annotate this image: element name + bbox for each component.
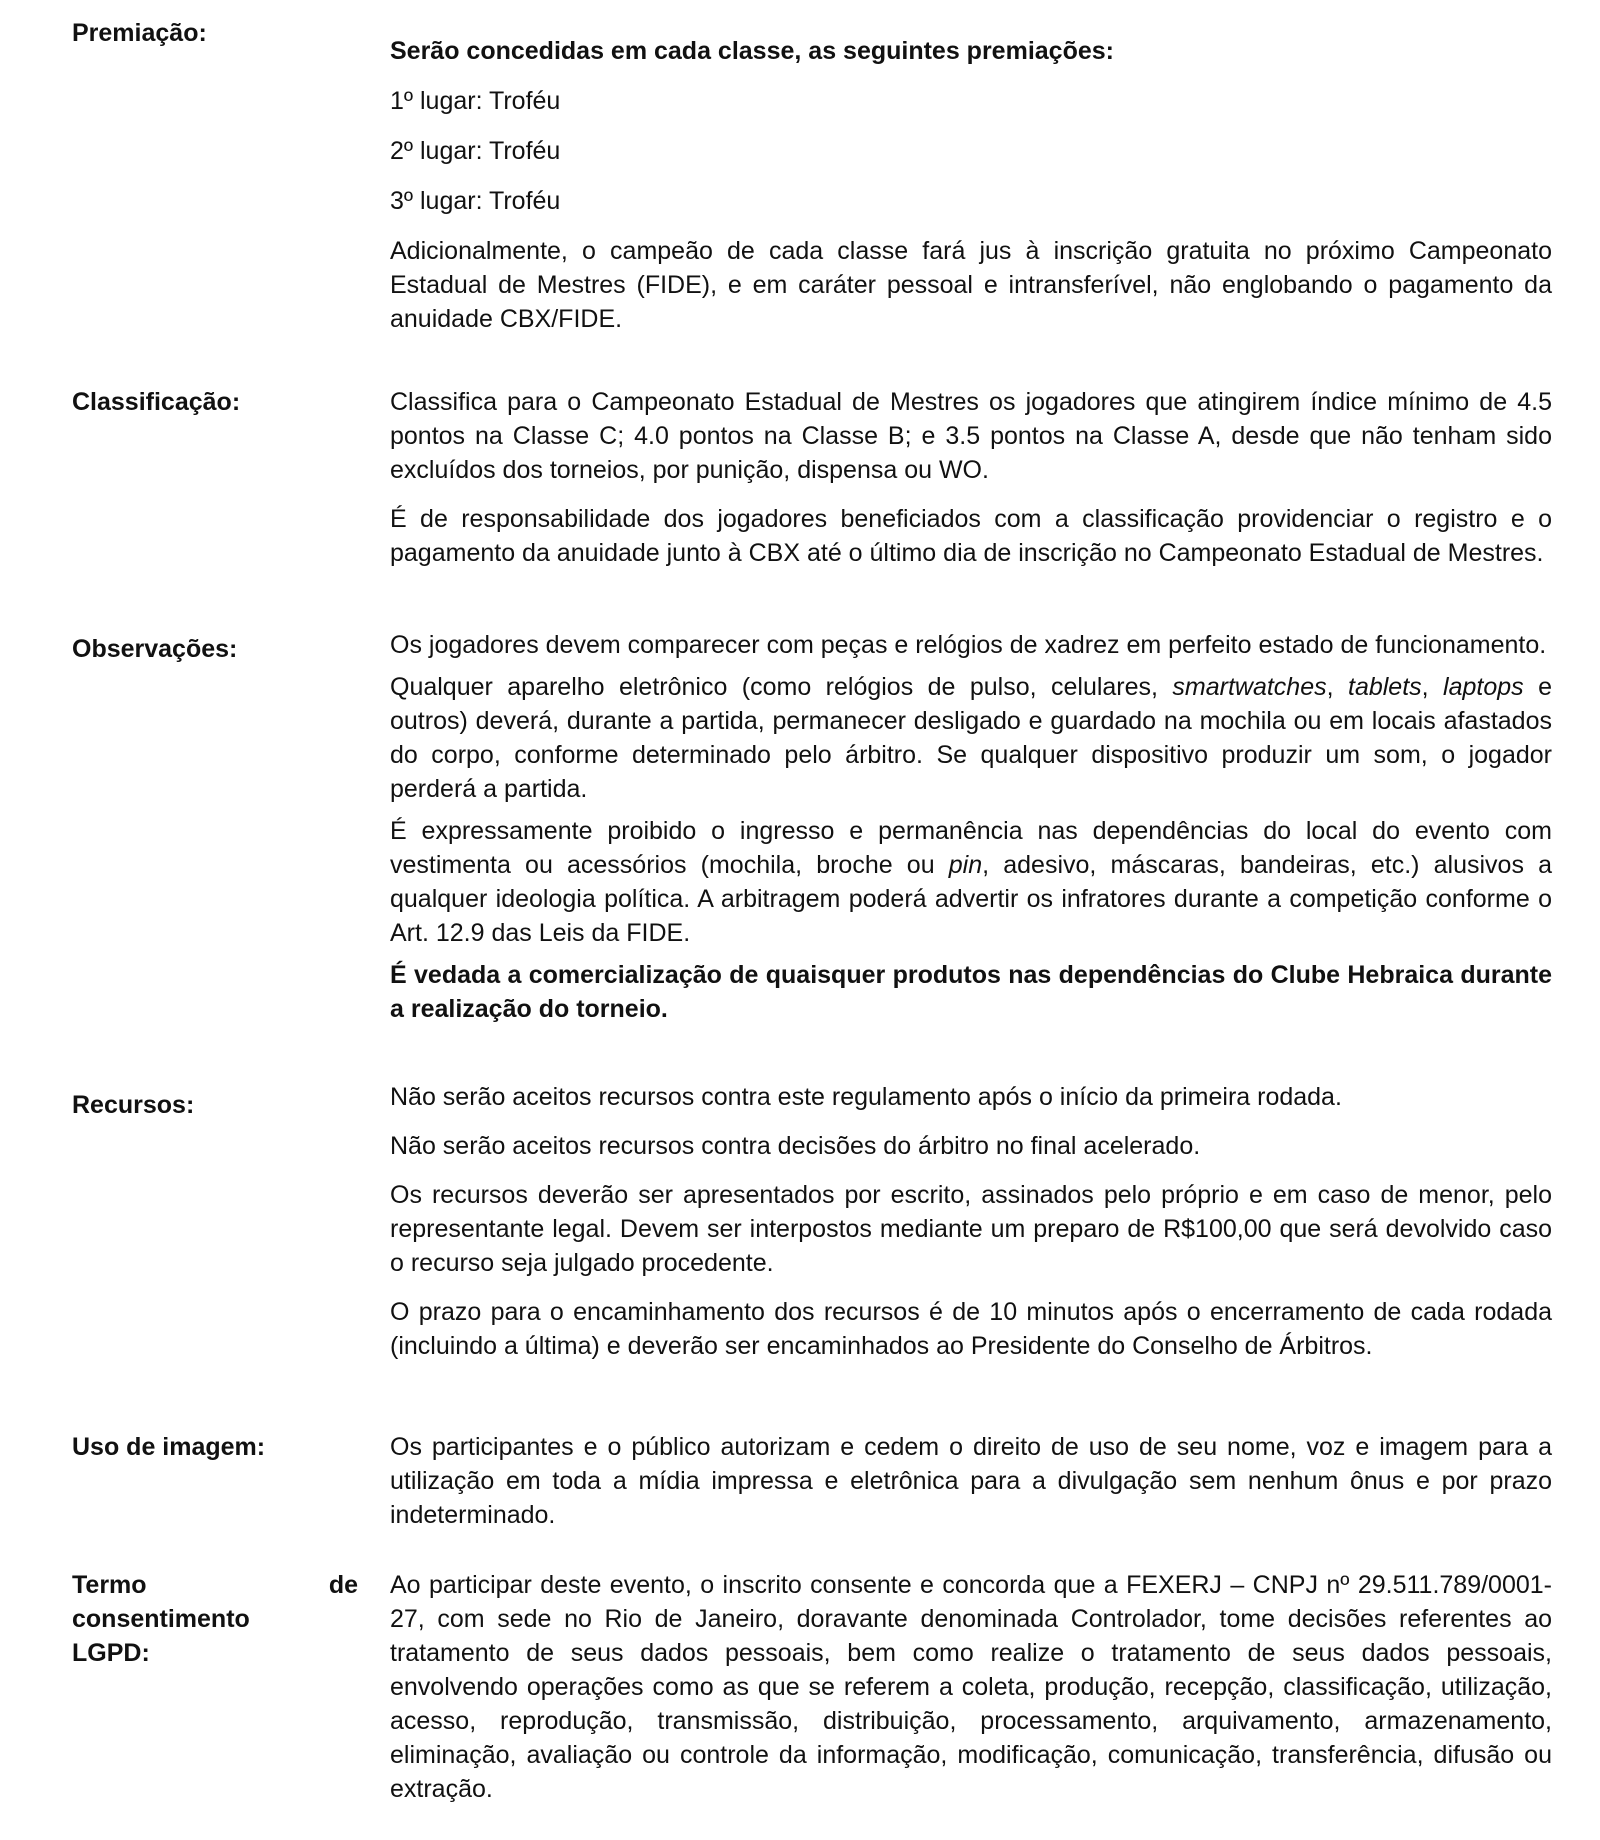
section-uso-imagem: [72, 1430, 1552, 1532]
prize-item: 3º lugar: Troféu: [390, 187, 561, 215]
paragraph-commerce-ban: É vedada a comercialização de quaisquer produtos nas dependências do Clube Hebraica durante a realização do torneio.: [390, 961, 1552, 1023]
prize-additional-paragraph: Adicionalmente, o campeão de cada classe fará jus à inscrição gratuita no próximo Campeonato Estadual de Mestres (FIDE), e em caráter pessoal e intransferível, não englobando o pagamento da anuidade CBX/FIDE.: [390, 237, 1552, 333]
text: ,: [1326, 673, 1348, 701]
italic-term: smartwatches: [1172, 673, 1327, 701]
paragraph: Não serão aceitos recursos contra este regulamento após o início da primeira rodada.: [390, 1083, 1342, 1111]
italic-term: tablets: [1348, 673, 1422, 701]
paragraph-political-items: [390, 814, 1552, 950]
italic-term: pin: [948, 851, 983, 879]
text: Qualquer aparelho eletrônico (como relógios de pulso, celulares,: [390, 673, 1173, 701]
paragraph: O prazo para o encaminhamento dos recursos é de 10 minutos após o encerramento de cada rodada (incluindo a última) e deverão ser encaminhados ao Presidente do Conselho de Árbitros.: [390, 1298, 1552, 1360]
section-label: Classificação:: [72, 388, 241, 416]
text: e outros) deverá, durante a partida, permanecer desligado e guardado na mochila ou em locais afastados do corpo, conforme determinado pelo árbitro. Se qualquer dispositivo produzir um som, o jogador perderá a partida.: [390, 673, 1552, 803]
section-classificacao: [72, 385, 1552, 570]
paragraph: Os participantes e o público autorizam e cedem o direito de uso de seu nome, voz e imagem para a utilização em toda a mídia impressa e eletrônica para a divulgação sem nenhum ônus e por prazo indeterminado.: [390, 1433, 1552, 1529]
text: , adesivo, máscaras, bandeiras, etc.) alusivos a qualquer ideologia política. A arbitragem poderá advertir os infratores durante a competição conforme o Art. 12.9 das Leis da FIDE.: [390, 851, 1553, 947]
section-premiacao: [72, 16, 1552, 336]
label-word: Termo: [72, 1571, 147, 1599]
section-content: [390, 16, 1552, 336]
section-label: Recursos:: [72, 1091, 195, 1119]
paragraph: É de responsabilidade dos jogadores beneficiados com a classificação providenciar o registro e o pagamento da anuidade junto à CBX até o último dia de inscrição no Campeonato Estadual de Mestres.: [390, 505, 1552, 567]
prize-item: 2º lugar: Troféu: [390, 137, 561, 165]
italic-term: laptops: [1443, 673, 1524, 701]
section-content: [390, 1568, 1552, 1806]
label-line: [72, 1568, 358, 1602]
section-label: Observações:: [72, 635, 238, 663]
text: ,: [1421, 673, 1444, 701]
section-label: Premiação:: [72, 19, 207, 47]
paragraph: Ao participar deste evento, o inscrito consente e concorda que a FEXERJ – CNPJ nº 29.511.789/0001-27, com sede no Rio de Janeiro, doravante denominada Controlador, tome decisões referentes ao tratamento de seus dados pessoais, bem como realize o tratamento de seus dados pessoais, envolvendo operações como as que se referem a coleta, produção, recepção, classificação, utilização, acesso, reprodução, transmissão, distribuição, processamento, arquivamento, armazenamento, eliminação, avaliação ou controle da informação, modificação, comunicação, transferência, difusão ou extração.: [390, 1571, 1552, 1803]
section-content: [390, 1080, 1552, 1363]
text: É expressamente proibido o ingresso e permanência nas dependências do local do evento com vestimenta ou acessórios (mochila, broche ou: [390, 817, 1552, 879]
section-observacoes: [72, 628, 1552, 1026]
section-content: [390, 385, 1552, 570]
label-line: consentimento: [72, 1605, 250, 1633]
paragraph: Não serão aceitos recursos contra decisões do árbitro no final acelerado.: [390, 1132, 1201, 1160]
section-lgpd: [72, 1568, 1552, 1806]
label-word: de: [328, 1571, 358, 1599]
paragraph: Classifica para o Campeonato Estadual de Mestres os jogadores que atingirem índice mínimo de 4.5 pontos na Classe C; 4.0 pontos na Classe B; e 3.5 pontos na Classe A, desde que não tenham sido excluídos dos torneios, por punição, dispensa ou WO.: [390, 388, 1552, 484]
section-label: [72, 1568, 358, 1806]
section-content: [390, 1430, 1552, 1532]
paragraph-electronic-devices: [390, 670, 1552, 806]
prize-item: 1º lugar: Troféu: [390, 87, 561, 115]
prizes-heading: Serão concedidas em cada classe, as seguintes premiações:: [390, 37, 1114, 65]
paragraph: Os jogadores devem comparecer com peças e relógios de xadrez em perfeito estado de funcionamento.: [390, 631, 1547, 659]
paragraph: Os recursos deverão ser apresentados por escrito, assinados pelo próprio e em caso de menor, pelo representante legal. Devem ser interpostos mediante um preparo de R$100,00 que será devolvido caso o recurso seja julgado procedente.: [390, 1181, 1552, 1277]
section-label: Uso de imagem:: [72, 1433, 266, 1461]
section-recursos: [72, 1080, 1552, 1363]
section-content: [390, 628, 1552, 1026]
label-line: LGPD:: [72, 1639, 150, 1667]
